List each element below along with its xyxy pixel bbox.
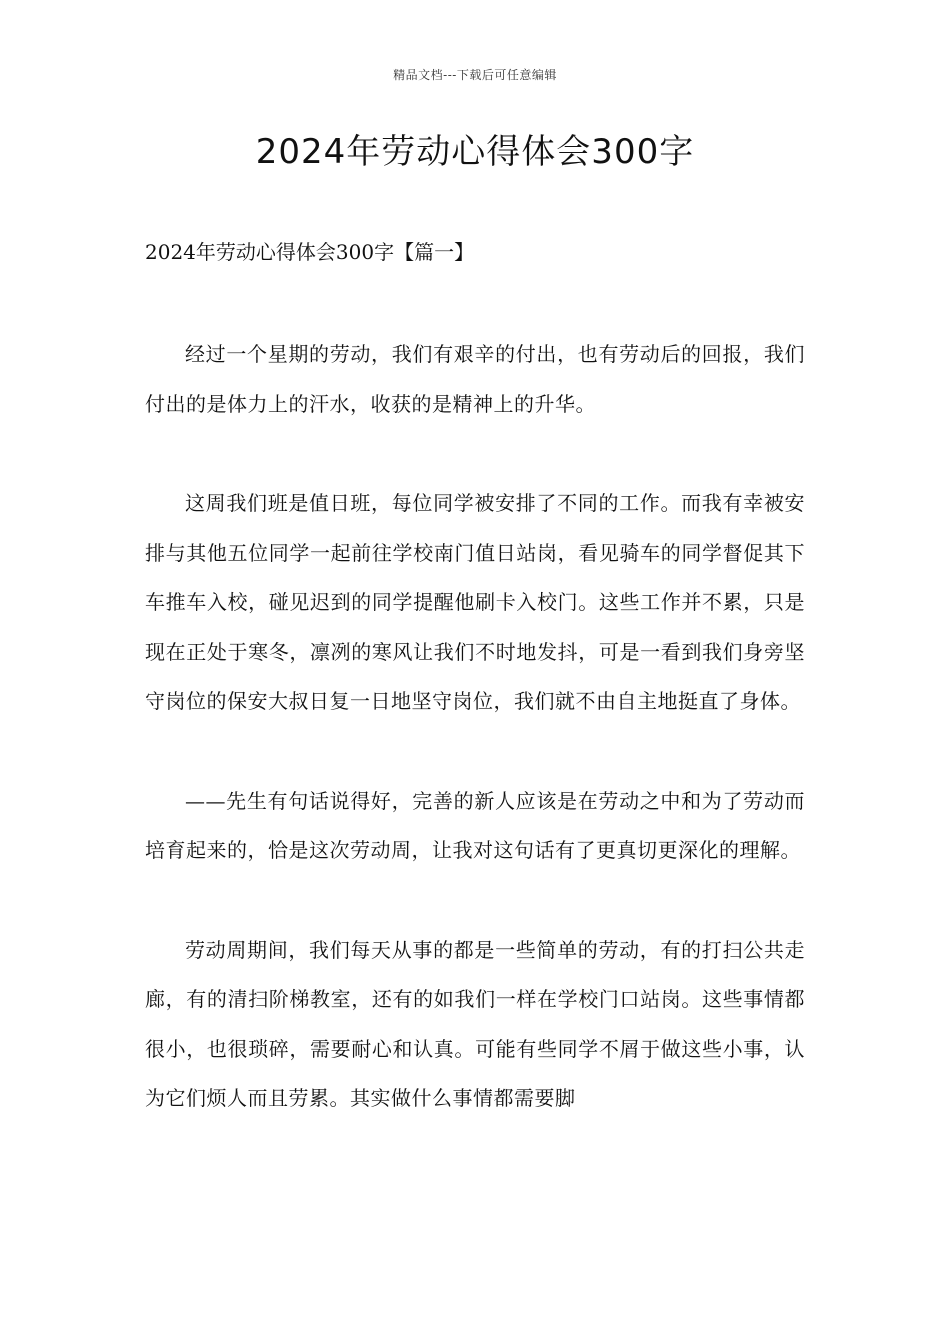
paragraph-3: ——先生有句话说得好，完善的新人应该是在劳动之中和为了劳动而培育起来的，恰是这次劳动周，让我对这句话有了更真切更深化的理解。 [145, 788, 805, 862]
paragraph-2: 这周我们班是值日班，每位同学被安排了不同的工作。而我有幸被安排与其他五位同学一起前往学校南门值日站岗，看见骑车的同学督促其下车推车入校，碰见迟到的同学提醒他刷卡入校门。这些工作并不累，只是现在正处于寒冬，凛冽的寒风让我们不时地发抖，可是一看到我们身旁坚守岗位的保安大叔日复一日地坚守岗位，我们就不由自主地挺直了身体。 [145, 491, 805, 713]
paragraph-4: 劳动周期间，我们每天从事的都是一些简单的劳动，有的打扫公共走廊，有的清扫阶梯教室，还有的如我们一样在学校门口站岗。这些事情都很小，也很琐碎，需要耐心和认真。可能有些同学不屑于做这些小事，认为它们烦人而且劳累。其实做什么事情都需要脚 [145, 937, 805, 1110]
document-title: 2024年劳动心得体会300字 [255, 132, 695, 172]
document-body [145, 330, 805, 1174]
paragraph-1: 经过一个星期的劳动，我们有艰辛的付出，也有劳动后的回报，我们付出的是体力上的汗水，收获的是精神上的升华。 [145, 342, 805, 416]
header-note: 精品文档---下载后可任意编辑 [393, 68, 557, 82]
section-heading: 2024年劳动心得体会300字【篇一】 [145, 240, 475, 264]
